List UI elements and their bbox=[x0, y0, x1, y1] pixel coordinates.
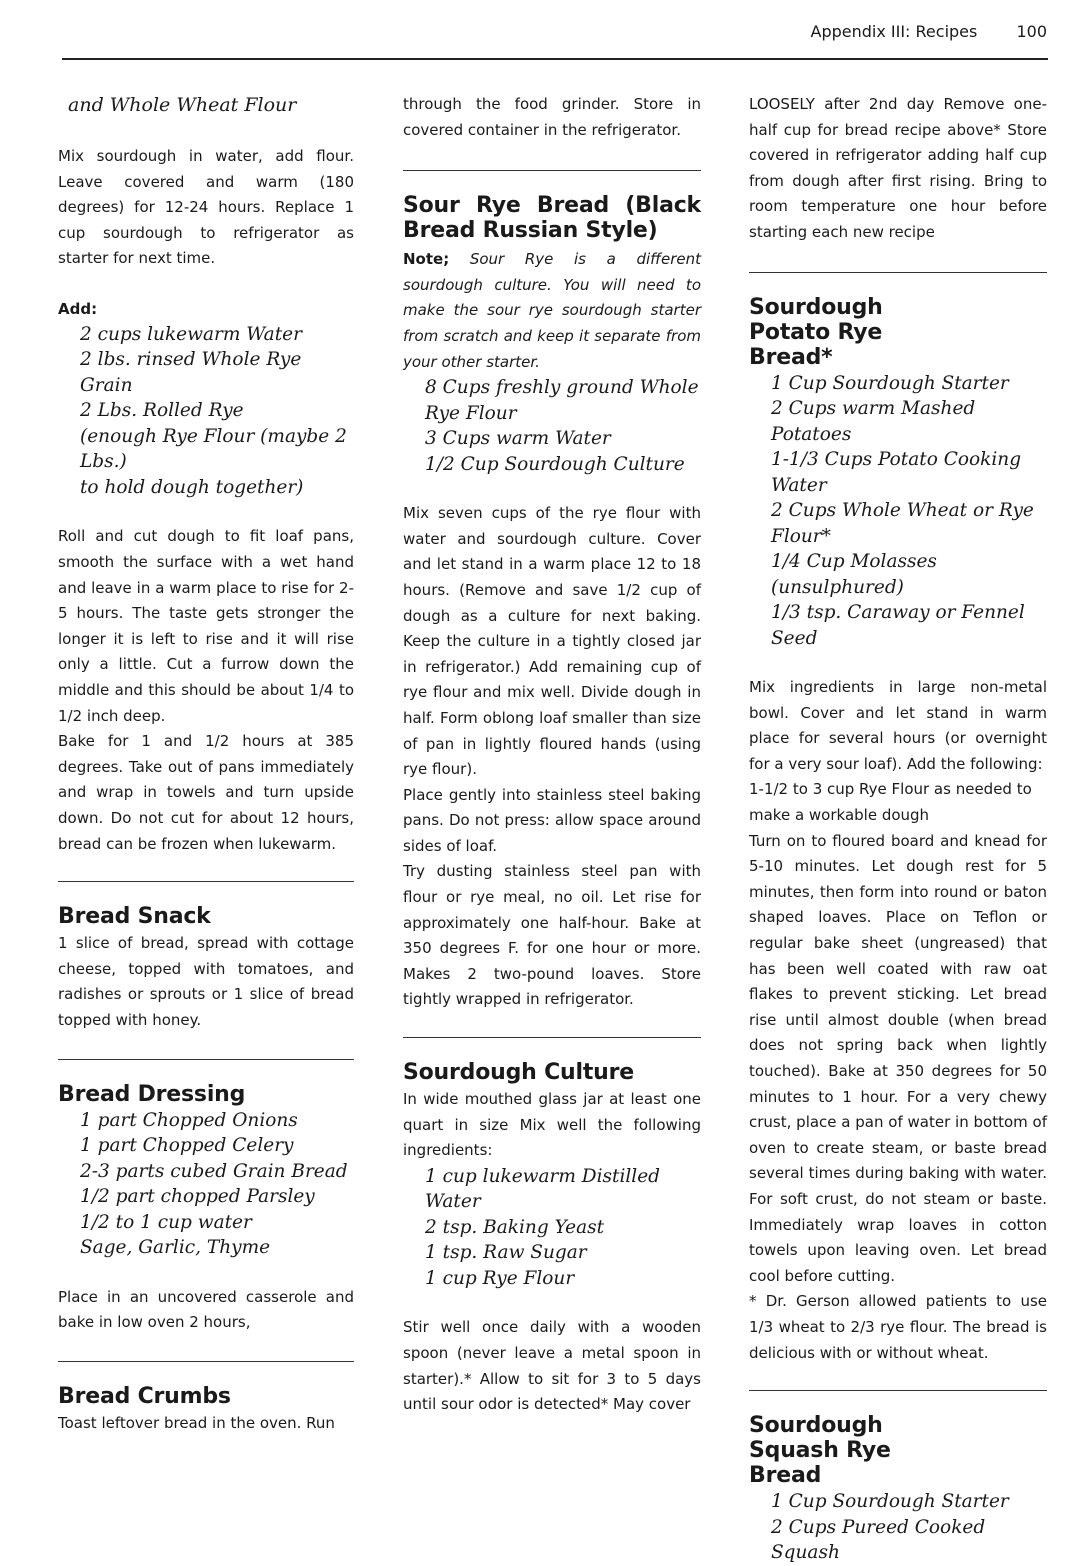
instructions: Roll and cut dough to fit loaf pans, smooth the surface with a wet hand and leave in a warm place to rise for 2-5 hours. The taste gets stronger the longer it is left to rise and it will rise only a little. Cut a furrow down the middle and this should be about 1/4 to 1/2 inch deep. bbox=[58, 527, 354, 725]
divider bbox=[58, 1059, 354, 1060]
ingredient: 8 Cups freshly ground Whole bbox=[425, 377, 699, 399]
ingredient: to hold dough together) bbox=[80, 476, 304, 498]
squash-ingredients bbox=[749, 1489, 1047, 1566]
rye-ingredients bbox=[403, 375, 701, 477]
ingredient: 2 lbs. rinsed Whole Rye Grain bbox=[80, 349, 302, 396]
column-2 bbox=[403, 92, 701, 1418]
continued-text: Mix sourdough in water, add flour. Leave covered and warm (180 degrees) for 12-24 hours. Replace 1 cup sourdough to refrigerator as starter for next time. bbox=[58, 147, 354, 268]
ingredient: 1 part Chopped Celery bbox=[80, 1135, 294, 1157]
ingredient: 2-3 parts cubed Grain Bread bbox=[80, 1160, 348, 1182]
ingredient: 1-1/3 Cups Potato Cooking Water bbox=[771, 449, 1022, 496]
page-header bbox=[811, 22, 1048, 41]
ingredient: 1 Cup Sourdough Starter bbox=[771, 1491, 1009, 1513]
recipe-title: Bread Crumbs bbox=[58, 1383, 231, 1409]
ingredient: 1/3 tsp. Caraway or Fennel Seed bbox=[771, 602, 1025, 649]
recipe-text: Place in an uncovered casserole and bake in low oven 2 hours, bbox=[58, 1287, 354, 1332]
ingredient: 1/2 part chopped Parsley bbox=[80, 1186, 315, 1208]
continued-text: through the food grinder. Store in covered container in the refrigerator. bbox=[403, 95, 701, 139]
ingredient: 1 cup lukewarm Distilled Water bbox=[425, 1165, 660, 1213]
ingredient: (enough Rye Flour (maybe 2 Lbs.) bbox=[80, 425, 347, 473]
ingredient: 2 Cups warm Mashed Potatoes bbox=[771, 398, 976, 445]
recipe-title: Bread Dressing bbox=[58, 1081, 246, 1107]
divider bbox=[58, 1361, 354, 1362]
potato-ingredients bbox=[749, 371, 1047, 652]
ingredient: 2 Lbs. Rolled Rye bbox=[80, 400, 244, 422]
recipe-text: Try dusting stainless steel pan with flour or rye meal, no oil. Let rise for approximately one half-hour. Bake at 350 degrees F. for one hour or more. Makes 2 two-pound loaves. Store tightly wrapped in refrigerator. bbox=[403, 862, 701, 1009]
column-3 bbox=[749, 92, 1047, 1566]
recipe-text: 1 slice of bread, spread with cottage cheese, topped with tomatoes, and radishes or sprouts or 1 slice of bread topped with honey. bbox=[58, 934, 354, 1029]
ingredient: 1 cup Rye Flour bbox=[425, 1267, 575, 1289]
recipe-text: In wide mouthed glass jar at least one quart in size Mix well the following ingredients: bbox=[403, 1090, 701, 1160]
divider bbox=[403, 170, 701, 171]
instructions: Bake for 1 and 1/2 hours at 385 degrees. Take out of pans immediately and wrap in towels and turn upside down. Do not cut for about 12 hours, bread can be frozen when lukewarm. bbox=[58, 732, 354, 853]
note-label: Note; bbox=[403, 250, 450, 269]
recipe-text: Toast leftover bread in the oven. Run bbox=[58, 1413, 335, 1432]
dressing-ingredients bbox=[58, 1108, 354, 1261]
recipe-title: Sour Rye Bread (Black Bread Russian Style) bbox=[403, 193, 701, 244]
recipe-title: Sourdough Squash Rye Bread bbox=[749, 1413, 891, 1489]
divider bbox=[403, 1037, 701, 1038]
recipe-title: Sourdough Potato Rye Bread* bbox=[749, 294, 883, 370]
continued-text: LOOSELY after 2nd day Remove one-half cup for bread recipe above* Store covered in refrigerator adding half cup from dough after first rising. Bring to room temperature one hour before starting each new recipe bbox=[749, 95, 1047, 241]
ingredient: 1 tsp. Raw Sugar bbox=[425, 1242, 587, 1264]
culture-ingredients bbox=[403, 1164, 701, 1292]
ingredient: Rye Flour bbox=[425, 402, 517, 424]
divider bbox=[749, 1390, 1047, 1391]
recipe-text: Place gently into stainless steel baking pans. Do not press: allow space around sides of loaf. bbox=[403, 785, 701, 855]
column-1 bbox=[58, 92, 354, 1436]
recipe-text: Stir well once daily with a wooden spoon (never leave a metal spoon in starter).* Allow to sit for 3 to 5 days until sour odor is detected* May cover bbox=[403, 1318, 701, 1414]
recipe-title: Sourdough Culture bbox=[403, 1060, 634, 1086]
divider bbox=[749, 272, 1047, 273]
recipe-text: 1-1/2 to 3 cup Rye Flour as needed to make a workable dough bbox=[749, 780, 1032, 825]
page-number: 100 bbox=[1016, 22, 1047, 41]
ingredient: 3 Cups warm Water bbox=[425, 428, 611, 450]
ingredient: 1/2 to 1 cup water bbox=[80, 1211, 252, 1233]
ingredient: 2 tsp. Baking Yeast bbox=[425, 1216, 605, 1238]
recipe-note bbox=[403, 247, 701, 375]
divider bbox=[58, 881, 354, 882]
ingredient: 1/2 Cup Sourdough Culture bbox=[425, 453, 685, 475]
continued-title: and Whole Wheat Flour bbox=[68, 94, 297, 116]
recipe-text: Mix seven cups of the rye flour with water and sourdough culture. Cover and let stand in a warm place 12 to 18 hours. (Remove and save 1/2 cup of dough as a culture for next baking. Keep the culture in a tightly closed jar in refrigerator.) Add remaining cup of rye flour and mix well. Divide dough in half. Form oblong loaf smaller than size of pan in lightly floured hands (using rye flour). bbox=[403, 504, 701, 779]
header-rule bbox=[62, 58, 1048, 60]
ingredient: 2 Cups Whole Wheat or Rye Flour* bbox=[771, 500, 1034, 547]
add-label: Add: bbox=[58, 299, 98, 318]
ingredient: 2 Cups Pureed Cooked Squash bbox=[771, 1516, 986, 1564]
add-ingredients bbox=[58, 322, 354, 501]
ingredient: Sage, Garlic, Thyme bbox=[80, 1237, 271, 1259]
recipe-footnote: * Dr. Gerson allowed patients to use 1/3 wheat to 2/3 rye flour. The bread is delicious with or without wheat. bbox=[749, 1292, 1047, 1362]
ingredient: 1 Cup Sourdough Starter bbox=[771, 372, 1009, 394]
note-text: Sour Rye is a different sourdough culture. You will need to make the sour rye sourdough starter from scratch and keep it separate from your other starter. bbox=[403, 250, 701, 371]
recipe-title: Bread Snack bbox=[58, 904, 211, 930]
ingredient: 1/4 Cup Molasses (unsulphured) bbox=[771, 551, 937, 598]
section-title: Appendix III: Recipes bbox=[810, 22, 978, 41]
recipe-text: Turn on to floured board and knead for 5-10 minutes. Let dough rest for 5 minutes, then form into round or baton shaped loaves. Place on Teflon or regular bake sheet (ungreased) that has been well coated with raw oat flakes to prevent sticking. Let bread rise until almost double (when bread does not spring back when lightly touched). Bake at 350 degrees for 50 minutes to 1 hour. For a very chewy crust, place a pan of water in bottom of oven to create steam, or baste bread several times during baking with water. For soft crust, do not steam or baste. Immediately wrap loaves in cotton towels upon leaving oven. Let bread cool before cutting. bbox=[749, 831, 1047, 1285]
ingredient: 1 part Chopped Onions bbox=[80, 1109, 298, 1131]
recipe-text: Mix ingredients in large non-metal bowl. Cover and let stand in warm place for several hours (or overnight for a very sour loaf). Add the following: bbox=[749, 678, 1047, 773]
ingredient: 2 cups lukewarm Water bbox=[80, 323, 302, 345]
